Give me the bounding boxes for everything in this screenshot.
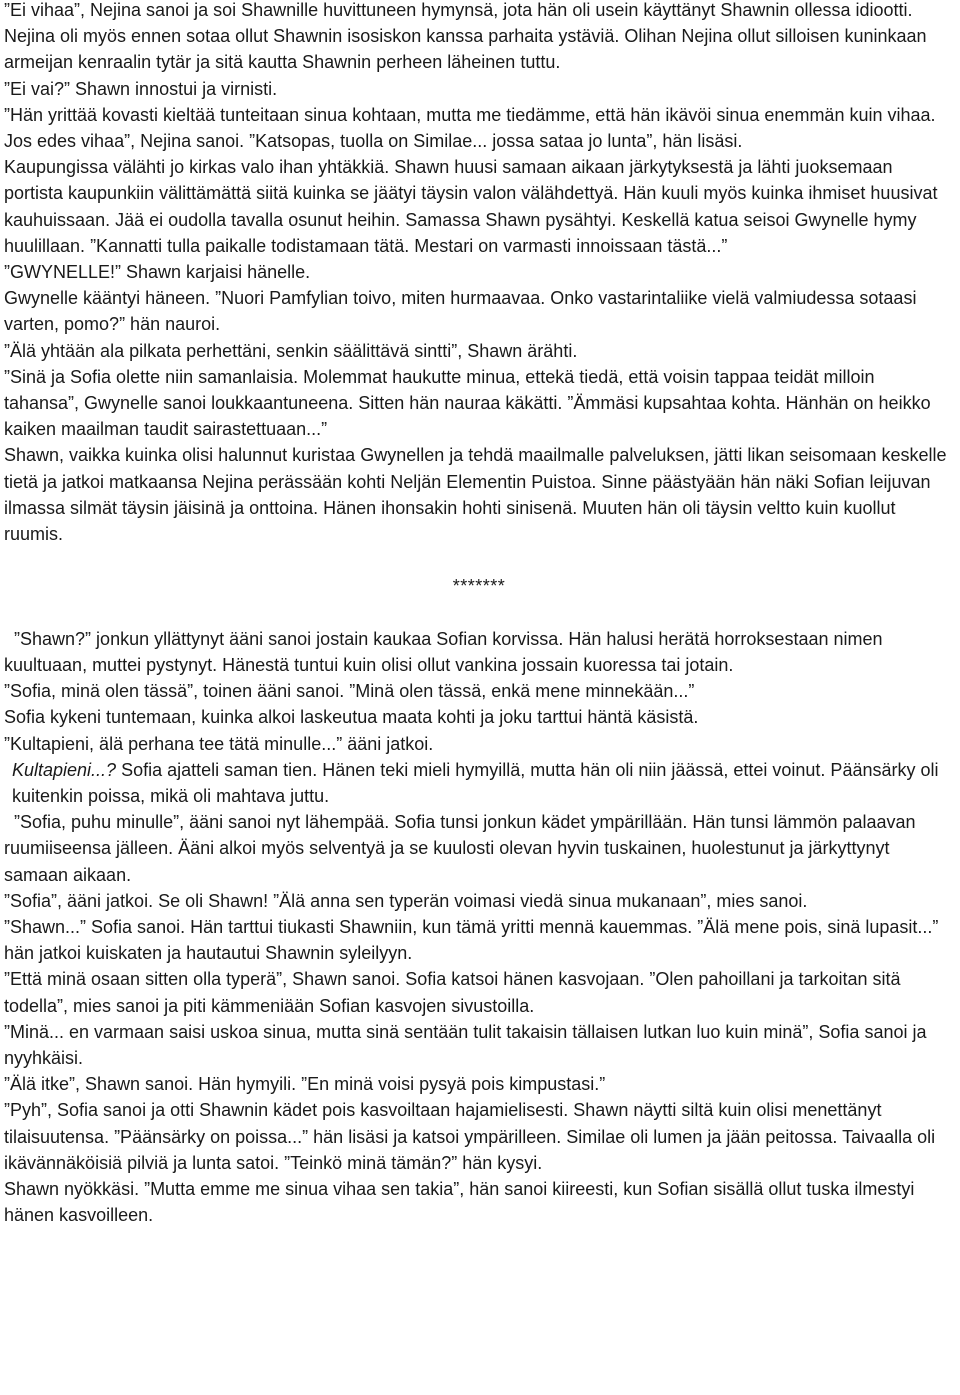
paragraph: ”Sofia, minä olen tässä”, toinen ääni sanoi. ”Minä olen tässä, enkä mene minnekään...” <box>4 681 695 702</box>
paragraph: ”Hän yrittää kovasti kieltää tunteitaan sinua kohtaan, mutta me tiedämme, että hän ikävöi sinua enemmän kuin vihaa. Jos edes vihaa”, Nejina sanoi. ”Katsopas, tuolla on Similae... jossa sataa jo lunta”, hän lisäsi. <box>4 104 936 152</box>
scene-separator: ******* <box>452 576 506 597</box>
paragraph: ”Sofia”, ääni jatkoi. Se oli Shawn! ”Älä anna sen typerän voimasi viedä sinua mukanaan”, mies sanoi. <box>4 890 808 911</box>
paragraph: ”Minä... en varmaan saisi uskoa sinua, mutta sinä sentään tulit takaisin tällaisen lutkan luo kuin minä”, Sofia sanoi ja nyyhkäisi. <box>4 1021 927 1069</box>
paragraph: ”GWYNELLE!” Shawn karjaisi hänelle. <box>4 262 311 283</box>
paragraph: ”Ei vai?” Shawn innostui ja virnisti. <box>4 78 278 99</box>
paragraph: Shawn, vaikka kuinka olisi halunnut kuristaa Gwynellen ja tehdä maailmalle palveluksen, jätti likan seisomaan keskelle tietä ja jatkoi matkaansa Nejina perässään kohti Neljän Elementin Puistoa. Sinne päästyään hän näki Sofian leijuvan ilmassa silmät täysin jäisinä ja onttoina. Hänen ihonsakin hohti sinisenä. Muuten hän oli täysin veltto kuin kuollut ruumis. <box>4 445 947 545</box>
paragraph-text: Sofia ajatteli saman tien. Hänen teki mieli hymyillä, mutta hän oli niin jäässä, ettei voinut. Päänsärky oli kuitenkin poissa, mikä oli mahtava juttu. <box>12 759 939 807</box>
paragraph-kultapieni <box>4 757 954 809</box>
paragraph: ”Älä itke”, Shawn sanoi. Hän hymyili. ”En minä voisi pysyä pois kimpustasi.” <box>4 1074 606 1095</box>
spacer <box>4 547 954 573</box>
paragraph: ”Älä yhtään ala pilkata perhettäni, senkin säälittävä sintti”, Shawn ärähti. <box>4 340 578 361</box>
paragraph: Kaupungissa välähti jo kirkas valo ihan yhtäkkiä. Shawn huusi samaan aikaan järkytyksestä ja lähti juoksemaan portista kaupunkiin välittämättä siitä kuinka se jäätyi täysin valon välähdettyä. Hän kuuli myös kuinka ihmiset huusivat kauhuissaan. Jää ei oudolla tavalla osunut heihin. Samassa Shawn pysähtyi. Keskellä katua seisoi Gwynelle hymy huulillaan. ”Kannatti tulla paikalle todistamaan tätä. Mestari on varmasti innoissaan tästä...” <box>4 157 938 256</box>
document-page <box>4 0 954 1229</box>
paragraph: ”Että minä osaan sitten olla typerä”, Shawn sanoi. Sofia katsoi hänen kasvojaan. ”Olen pahoillani ja tarkoitan sitä todella”, mies sanoi ja piti kämmeniään Sofian kasvojen sivustoilla. <box>4 969 901 1016</box>
paragraph: ”Sinä ja Sofia olette niin samanlaisia. Molemmat haukutte minua, ettekä tiedä, että voisin tappaa teidät milloin tahansa”, Gwynelle sanoi loukkaantuneena. Sitten hän nauraa käkätti. ”Ämmäsi kupsahtaa kohta. Hänhän on heikko kaiken maailman taudit sairastettuaan...” <box>4 366 931 440</box>
paragraph: ”Ei vihaa”, Nejina sanoi ja soi Shawnille huvittuneen hymynsä, jota hän oli usein käyttänyt Shawnin ollessa idiootti. Nejina oli myös ennen sotaa ollut Shawnin isosiskon kanssa parhaita ystäviä. Olihan Nejina ollut silloisen kuninkaan armeijan kenraalin tytär ja sitä kautta Shawnin perheen läheinen tuttu. <box>4 0 927 73</box>
paragraph: Shawn nyökkäsi. ”Mutta emme me sinua vihaa sen takia”, hän sanoi kiireesti, kun Sofian sisällä ollut tuska ilmestyi hänen kasvoilleen. <box>4 1179 915 1226</box>
paragraph: Sofia kykeni tuntemaan, kuinka alkoi laskeutua maata kohti ja joku tarttui häntä käsistä. <box>4 707 699 728</box>
paragraph: ”Shawn...” Sofia sanoi. Hän tarttui tiukasti Shawniin, kun tämä yritti mennä kauemmas. ”Älä mene pois, sinä lupasit...” hän jatkoi kuiskaten ja hautautui Shawnin syleilyyn. <box>4 917 939 964</box>
spacer <box>4 600 954 626</box>
paragraph: ”Kultapieni, älä perhana tee tätä minulle...” ääni jatkoi. <box>4 733 434 754</box>
paragraph: ”Shawn?” jonkun yllättynyt ääni sanoi jostain kaukaa Sofian korvissa. Hän halusi herätä horroksestaan nimen kuultuaan, muttei pystynyt. Hänestä tuntui kuin olisi ollut vankina jossain kuoressa tai jotain. <box>4 628 888 676</box>
paragraph: Gwynelle kääntyi häneen. ”Nuori Pamfylian toivo, miten hurmaavaa. Onko vastarintaliike vielä valmiudessa sotaasi varten, pomo?” hän nauroi. <box>4 288 917 335</box>
paragraph: ”Sofia, puhu minulle”, ääni sanoi nyt lähempää. Sofia tunsi jonkun kädet ympärillään. Hän tunsi lämmön palaavan ruumiiseensa jälleen. Ääni alkoi myös selventyä ja se kuulosti olevan hyvin tuskainen, huolestunut ja järkyttynyt samaan aikaan. <box>4 812 921 885</box>
italic-thought: Kultapieni...? <box>12 759 117 780</box>
paragraph: ”Pyh”, Sofia sanoi ja otti Shawnin kädet pois kasvoiltaan hajamielisesti. Shawn näytti siltä kuin olisi menettänyt tilaisuutensa. ”Päänsärky on poissa...” hän lisäsi ja katsoi ympärilleen. Similae oli lumen ja jään peitossa. Taivaalla oli ikävännäköisiä pilviä ja lunta satoi. ”Teinkö minä tämän?” hän kysyi. <box>4 1100 936 1173</box>
